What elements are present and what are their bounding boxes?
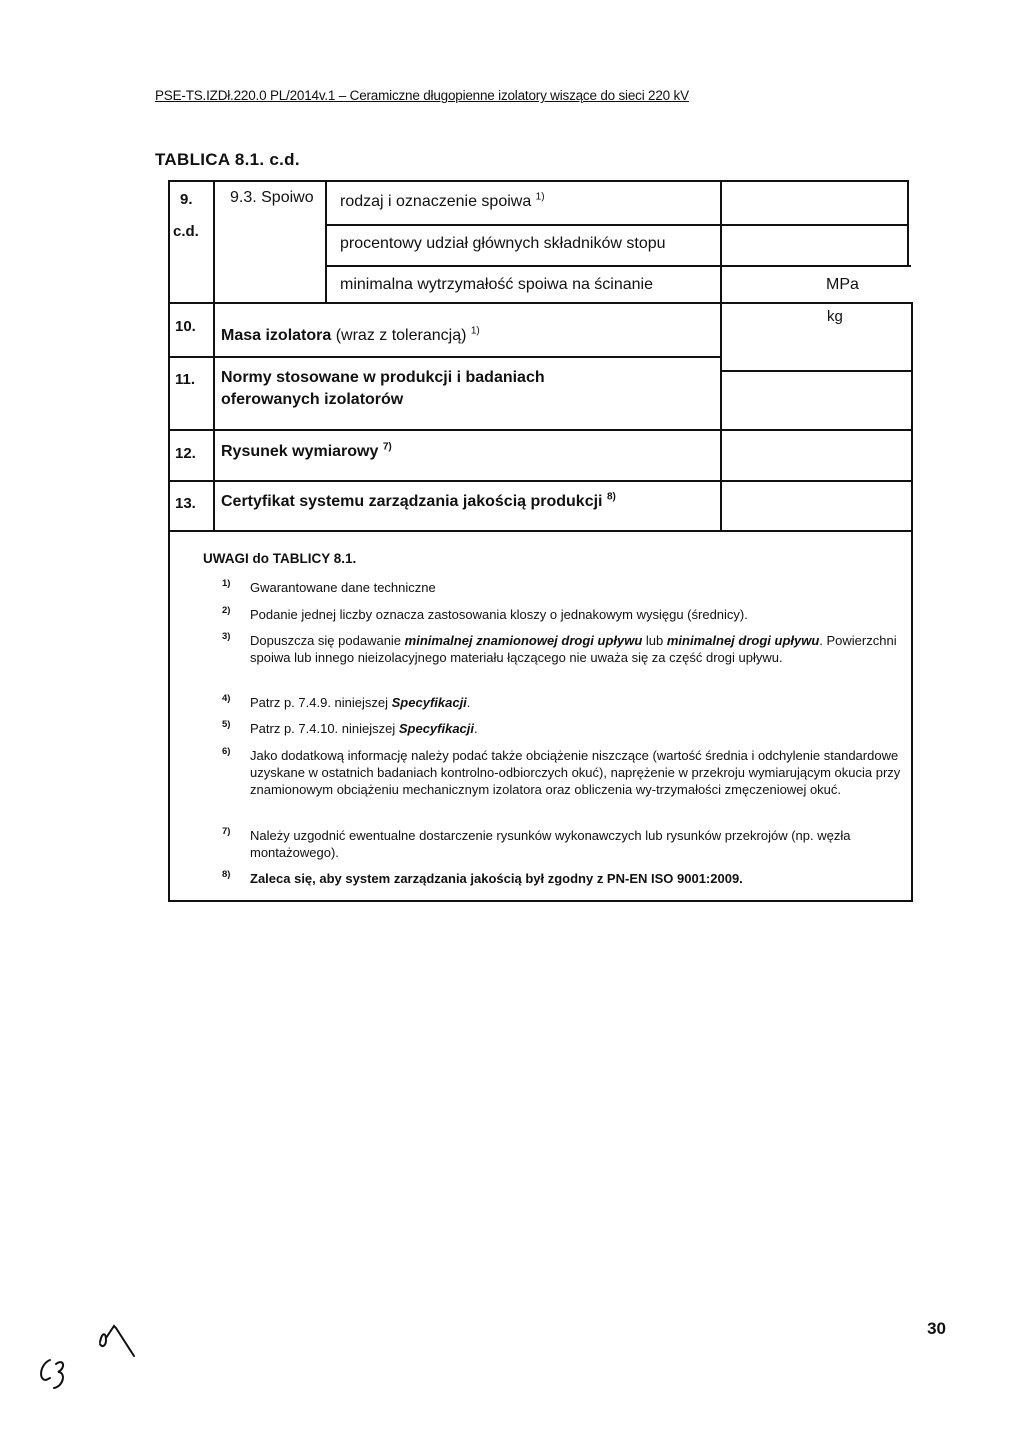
row13-certificate-label: Certyfikat systemu zarządzania jakością produkcji $^{8)}$ [221, 491, 616, 510]
row9-components-label: procentowy udział głównych składników stopu [340, 235, 666, 252]
document-header: PSE-TS.IZDł.220.0 PL/2014v.1 – Ceramiczne długopienne izolatory wiszące do sieci 220 kV [155, 88, 689, 103]
notes-title: UWAGI do TABLICY 8.1. [203, 551, 357, 566]
row11-norms-label-line1: Normy stosowane w produkcji i badaniach [221, 369, 545, 386]
note-4: 4) Patrz p. 7.4.9. niniejszej Specyfikacji. [222, 693, 471, 710]
row13-number: 13. [175, 495, 196, 512]
row12-drawing-label: Rysunek wymiarowy $^{7)}$ [221, 441, 392, 460]
note-2: 2) Podanie jednej liczby oznacza zastosowania kloszy o jednakowym wysięgu (średnicy). [222, 605, 748, 622]
row11-norms-label-line2: oferowanych izolatorów [221, 391, 404, 408]
table-title: TABLICA 8.1. c.d. [155, 150, 300, 169]
handwritten-initials-signature [94, 1318, 144, 1363]
note-8: 8) Zaleca się, aby system zarządzania jakością był zgodny z PN-EN ISO 9001:2009. [222, 869, 743, 886]
row9-section-label: 9.3. Spoiwo [230, 189, 314, 206]
row9-number-cd: c.d. [173, 223, 199, 240]
page-number: 30 [927, 1319, 946, 1338]
row9-binder-type-label: rodzaj i oznaczenie spoiwa $^{1)}$ [340, 191, 545, 210]
note-5: 5) Patrz p. 7.4.10. niniejszej Specyfikacji. [222, 719, 478, 736]
row9-number: 9. [180, 191, 193, 208]
row10-unit-kg: kg [827, 308, 843, 325]
note-1: 1) Gwarantowane dane techniczne [222, 578, 436, 595]
handwritten-number-signature [36, 1354, 76, 1399]
note-6: 6) Jako dodatkową informację należy podać także obciążenie niszczące (wartość średnia i odchylenie standardowe uzyskane w ostatnich badaniach kontrolno-odbiorczych okuć), naprężenie w przekroju wymiarującym okucia przy znamionowym obciążeniu mechanicznym izolatora oraz obliczenia wy-trzymałości zmęczeniowej okuć. [222, 746, 901, 797]
row11-number: 11. [175, 371, 196, 388]
row10-mass-label: Masa izolatora (wraz z tolerancją) $^{1)}$ [221, 325, 480, 344]
note-7: 7) Należy uzgodnić ewentualne dostarczenie rysunków wykonawczych lub rysunków przekrojów (np. węzła montażowego). [222, 826, 851, 860]
row12-number: 12. [175, 445, 196, 462]
row9-shear-strength-label: minimalna wytrzymałość spoiwa na ścinanie [340, 276, 654, 293]
note-3: 3) Dopuszcza się podawanie minimalnej znamionowej drogi upływu lub minimalnej drogi upływu. Powierzchni spoiwa lub innego nieizolacyjnego materiału łączącego nie uważa się za część drogi upływu. [222, 631, 897, 665]
row10-number: 10. [175, 318, 196, 335]
row9-unit-mpa: MPa [826, 276, 859, 293]
